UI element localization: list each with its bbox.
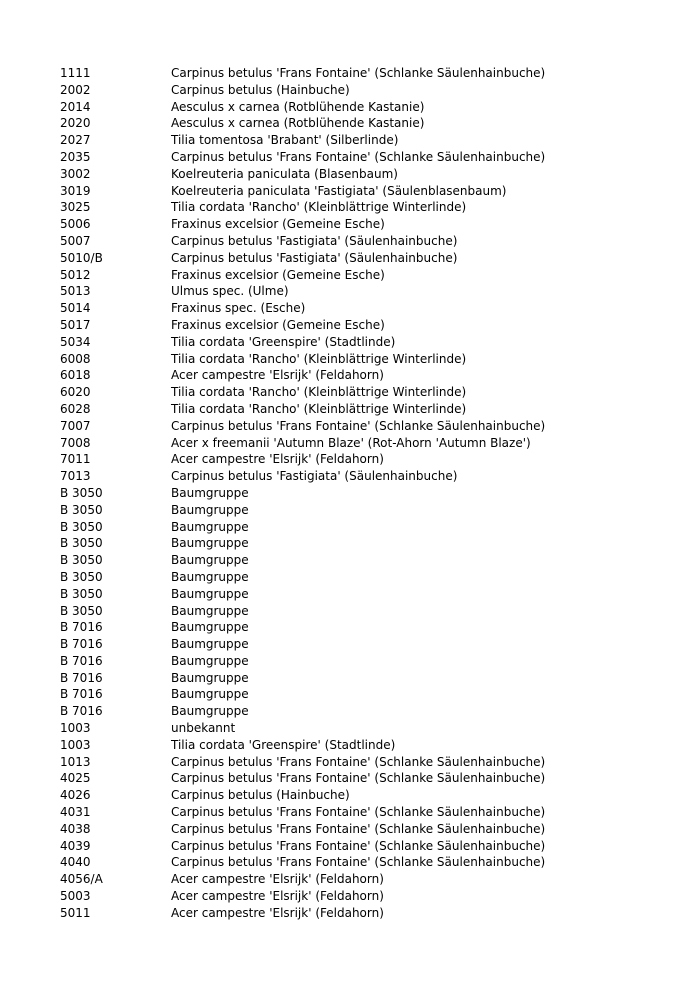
tree-species: Aesculus x carnea (Rotblühende Kastanie) <box>171 99 425 114</box>
tree-species: Baumgruppe <box>171 704 249 719</box>
tree-number: 4026 <box>60 788 91 803</box>
table-row <box>60 267 680 284</box>
tree-number: 3025 <box>60 200 91 215</box>
tree-number: 7007 <box>60 418 91 433</box>
tree-number: 1013 <box>60 754 91 769</box>
tree-species: Tilia cordata 'Greenspire' (Stadtlinde) <box>171 334 396 349</box>
tree-number: B 7016 <box>60 637 103 652</box>
table-row <box>60 670 680 687</box>
tree-number: 1111 <box>60 66 91 80</box>
tree-number: 5017 <box>60 317 91 332</box>
tree-number: B 3050 <box>60 502 103 517</box>
tree-species: Koelreuteria paniculata (Blasenbaum) <box>171 166 398 181</box>
tree-species: Ulmus spec. (Ulme) <box>171 284 289 299</box>
tree-species: Baumgruppe <box>171 670 249 685</box>
table-row <box>60 787 680 804</box>
tree-species: Baumgruppe <box>171 653 249 668</box>
table-row <box>60 132 680 149</box>
tree-species: Carpinus betulus 'Frans Fontaine' (Schlanke Säulenhainbuche) <box>171 805 546 820</box>
table-row <box>60 754 680 771</box>
tree-species: Carpinus betulus 'Frans Fontaine' (Schlanke Säulenhainbuche) <box>171 66 546 80</box>
tree-species: Carpinus betulus 'Fastigiata' (Säulenhainbuche) <box>171 233 458 248</box>
table-row <box>60 854 680 871</box>
tree-species: Carpinus betulus 'Frans Fontaine' (Schlanke Säulenhainbuche) <box>171 821 546 836</box>
table-row <box>60 603 680 620</box>
tree-number: B 3050 <box>60 569 103 584</box>
table-row <box>60 351 680 368</box>
tree-species: Carpinus betulus 'Frans Fontaine' (Schlanke Säulenhainbuche) <box>171 838 546 853</box>
tree-number: 2014 <box>60 99 91 114</box>
table-row <box>60 384 680 401</box>
table-row <box>60 300 680 317</box>
tree-number: 4025 <box>60 771 91 786</box>
table-row <box>60 183 680 200</box>
table-row <box>60 317 680 334</box>
table-row <box>60 367 680 384</box>
tree-number: B 7016 <box>60 687 103 702</box>
tree-species: Carpinus betulus 'Frans Fontaine' (Schlanke Säulenhainbuche) <box>171 855 546 870</box>
tree-number: B 3050 <box>60 536 103 551</box>
table-row <box>60 233 680 250</box>
tree-species: Tilia cordata 'Rancho' (Kleinblättrige Winterlinde) <box>171 351 467 366</box>
tree-number: B 7016 <box>60 620 103 635</box>
tree-number: 4039 <box>60 838 91 853</box>
tree-species: Koelreuteria paniculata 'Fastigiata' (Säulenblasenbaum) <box>171 183 507 198</box>
tree-number: 4038 <box>60 821 91 836</box>
table-row <box>60 905 680 922</box>
tree-number: 5010/B <box>60 250 103 265</box>
table-row <box>60 737 680 754</box>
tree-number: 5007 <box>60 233 91 248</box>
tree-species: Tilia cordata 'Rancho' (Kleinblättrige Winterlinde) <box>171 200 467 215</box>
tree-species: Carpinus betulus 'Frans Fontaine' (Schlanke Säulenhainbuche) <box>171 149 546 164</box>
tree-species: Carpinus betulus 'Fastigiata' (Säulenhainbuche) <box>171 469 458 484</box>
table-row <box>60 485 680 502</box>
tree-number: B 3050 <box>60 586 103 601</box>
table-row <box>60 99 680 116</box>
tree-species: Baumgruppe <box>171 687 249 702</box>
tree-species: Tilia cordata 'Rancho' (Kleinblättrige Winterlinde) <box>171 385 467 400</box>
table-row <box>60 65 680 82</box>
table-row <box>60 871 680 888</box>
table-row <box>60 149 680 166</box>
table-row <box>60 283 680 300</box>
table-row <box>60 686 680 703</box>
tree-number: 6008 <box>60 351 91 366</box>
tree-number: 5011 <box>60 905 91 920</box>
tree-species: Baumgruppe <box>171 502 249 517</box>
table-row <box>60 199 680 216</box>
table-row <box>60 703 680 720</box>
table-row <box>60 468 680 485</box>
tree-number: 2020 <box>60 116 91 131</box>
tree-number: 2027 <box>60 133 91 148</box>
tree-species: Baumgruppe <box>171 620 249 635</box>
table-row <box>60 636 680 653</box>
tree-number: 5006 <box>60 217 91 232</box>
tree-number: B 7016 <box>60 704 103 719</box>
tree-number: 5003 <box>60 889 91 904</box>
tree-species: Tilia cordata 'Greenspire' (Stadtlinde) <box>171 737 396 752</box>
tree-species: Baumgruppe <box>171 519 249 534</box>
tree-species: Acer campestre 'Elsrijk' (Feldahorn) <box>171 368 384 383</box>
tree-number: B 3050 <box>60 519 103 534</box>
tree-number: 6020 <box>60 385 91 400</box>
table-row <box>60 838 680 855</box>
tree-number: B 7016 <box>60 653 103 668</box>
tree-species: unbekannt <box>171 721 236 736</box>
tree-number: 2002 <box>60 82 91 97</box>
table-row <box>60 535 680 552</box>
tree-species: Acer campestre 'Elsrijk' (Feldahorn) <box>171 905 384 920</box>
tree-number: 7013 <box>60 469 91 484</box>
tree-number: B 3050 <box>60 553 103 568</box>
table-row <box>60 770 680 787</box>
tree-species: Baumgruppe <box>171 569 249 584</box>
tree-species: Fraxinus excelsior (Gemeine Esche) <box>171 217 385 232</box>
tree-number: 3002 <box>60 166 91 181</box>
table-row <box>60 586 680 603</box>
table-row <box>60 435 680 452</box>
tree-number: 7008 <box>60 435 91 450</box>
tree-number: 4031 <box>60 805 91 820</box>
tree-species: Acer x freemanii 'Autumn Blaze' (Rot-Ahorn 'Autumn Blaze') <box>171 435 531 450</box>
tree-species: Carpinus betulus 'Frans Fontaine' (Schlanke Säulenhainbuche) <box>171 754 546 769</box>
tree-species: Fraxinus spec. (Esche) <box>171 301 306 316</box>
table-row <box>60 250 680 267</box>
tree-species: Baumgruppe <box>171 536 249 551</box>
tree-species: Carpinus betulus 'Frans Fontaine' (Schlanke Säulenhainbuche) <box>171 771 546 786</box>
table-row <box>60 804 680 821</box>
tree-number: 7011 <box>60 452 91 467</box>
tree-number: 5014 <box>60 301 91 316</box>
table-row <box>60 720 680 737</box>
tree-number: B 7016 <box>60 670 103 685</box>
table-row <box>60 401 680 418</box>
tree-number: 5034 <box>60 334 91 349</box>
table-row <box>60 653 680 670</box>
tree-species: Baumgruppe <box>171 637 249 652</box>
tree-number: 6028 <box>60 401 91 416</box>
tree-species: Baumgruppe <box>171 553 249 568</box>
table-row <box>60 216 680 233</box>
table-row <box>60 334 680 351</box>
tree-number: 5012 <box>60 267 91 282</box>
tree-species: Baumgruppe <box>171 485 249 500</box>
table-row <box>60 519 680 536</box>
tree-list-table <box>60 65 680 922</box>
table-row <box>60 166 680 183</box>
table-row <box>60 888 680 905</box>
tree-number: 4056/A <box>60 872 103 887</box>
tree-number: 3019 <box>60 183 91 198</box>
tree-species: Tilia cordata 'Rancho' (Kleinblättrige Winterlinde) <box>171 401 467 416</box>
table-row <box>60 418 680 435</box>
table-row <box>60 569 680 586</box>
table-row <box>60 451 680 468</box>
table-row <box>60 502 680 519</box>
tree-species: Carpinus betulus (Hainbuche) <box>171 788 350 803</box>
tree-number: 1003 <box>60 721 91 736</box>
tree-number: 1003 <box>60 737 91 752</box>
tree-species: Tilia tomentosa 'Brabant' (Silberlinde) <box>171 133 399 148</box>
tree-species: Carpinus betulus (Hainbuche) <box>171 82 350 97</box>
tree-species: Acer campestre 'Elsrijk' (Feldahorn) <box>171 889 384 904</box>
tree-number: 6018 <box>60 368 91 383</box>
tree-species: Fraxinus excelsior (Gemeine Esche) <box>171 267 385 282</box>
tree-number: 2035 <box>60 149 91 164</box>
tree-species: Aesculus x carnea (Rotblühende Kastanie) <box>171 116 425 131</box>
tree-species: Acer campestre 'Elsrijk' (Feldahorn) <box>171 872 384 887</box>
table-row <box>60 619 680 636</box>
table-row <box>60 552 680 569</box>
tree-species: Acer campestre 'Elsrijk' (Feldahorn) <box>171 452 384 467</box>
tree-species: Baumgruppe <box>171 586 249 601</box>
table-row <box>60 115 680 132</box>
tree-species: Fraxinus excelsior (Gemeine Esche) <box>171 317 385 332</box>
table-row <box>60 821 680 838</box>
tree-number: B 3050 <box>60 603 103 618</box>
tree-species: Carpinus betulus 'Frans Fontaine' (Schlanke Säulenhainbuche) <box>171 418 546 433</box>
tree-species: Carpinus betulus 'Fastigiata' (Säulenhainbuche) <box>171 250 458 265</box>
tree-number: 5013 <box>60 284 91 299</box>
tree-number: 4040 <box>60 855 91 870</box>
tree-number: B 3050 <box>60 485 103 500</box>
table-row <box>60 82 680 99</box>
tree-species: Baumgruppe <box>171 603 249 618</box>
